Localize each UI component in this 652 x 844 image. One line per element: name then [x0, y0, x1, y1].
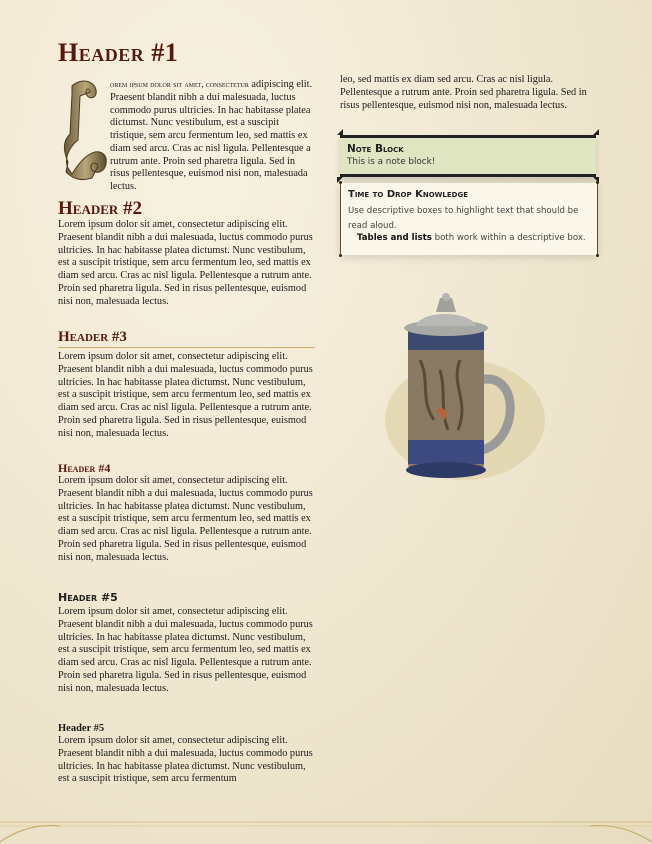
header-3: Header #3: [58, 329, 315, 348]
beer-stein-image: [370, 290, 550, 500]
descriptive-bold: Tables and lists: [357, 233, 432, 243]
footer-border: [0, 818, 652, 844]
section-2: [58, 199, 315, 308]
corner-dot-icon: [339, 181, 342, 184]
header-1: Header #1: [58, 38, 179, 67]
note-title: Note Block: [347, 143, 404, 155]
section-2-text: Lorem ipsum dolor sit amet, consectetur adipiscing elit. Praesent blandit nibh a dui malesuada, luctus commodo purus ultricies. In hac habitasse platea dictumst. Nunc vestibulum, est a suscipit tristique, sem arcu fermentum leo, sed mattis ex diam sed arcu. Cras ac nisl ligula. Pellentesque a rutrum ante. Proin sed pharetra ligula. Sed in risus pellentesque, euismod nisi non, malesuada lectus.: [58, 219, 313, 307]
section-4-text: Lorem ipsum dolor sit amet, consectetur adipiscing elit. Praesent blandit nibh a dui malesuada, luctus commodo purus ultricies. In hac habitasse platea dictumst. Nunc vestibulum, est a suscipit tristique, sem arcu fermentum leo, sed mattis ex diam sed arcu. Cras ac nisl ligula. Pellentesque a rutrum ante. Proin sed pharetra ligula. Sed in risus pellentesque, euismod nisi non, malesuada lectus.: [58, 475, 313, 563]
corner-dot-icon: [596, 181, 599, 184]
descriptive-note: [357, 233, 586, 243]
header-4: Header #4: [58, 461, 111, 475]
intro-text: adipiscing elit. Praesent blandit nibh a dui malesuada, luctus commodo purus ultricies. In hac habitasse platea dictumst. Nunc vestibulum, est a suscipit tristique, sem arcu fermentum leo, sed mattis ex diam sed arcu. Cras ac nisl ligula. Pellentesque a rutrum ante. Proin sed pharetra ligula. Sed in risus pellentesque, euismod nisi non, malesuada lectus.: [110, 79, 313, 192]
corner-dot-icon: [339, 254, 342, 257]
corner-icon: [337, 129, 343, 135]
corner-icon: [593, 129, 599, 135]
header-2: Header #2: [58, 198, 143, 219]
header-6: Header #5: [58, 723, 105, 734]
right-column: [340, 74, 597, 112]
section-4: [58, 461, 315, 564]
note-block: [340, 135, 596, 177]
dropcap-letter-l-icon: [58, 78, 108, 182]
descriptive-title: Time to Drop Knowledge: [348, 189, 468, 200]
descriptive-text: Use descriptive boxes to highlight text that should be read aloud.: [348, 206, 579, 231]
continued-text: leo, sed mattis ex diam sed arcu. Cras ac nisl ligula. Pellentesque a rutrum ante. Proin sed pharetra ligula. Sed in risus pellentesque, euismod nisi non, malesuada lectus.: [340, 74, 587, 111]
section-3-text: Lorem ipsum dolor sit amet, consectetur adipiscing elit. Praesent blandit nibh a dui malesuada, luctus commodo purus ultricies. In hac habitasse platea dictumst. Nunc vestibulum, est a suscipit tristique, sem arcu fermentum leo, sed mattis ex diam sed arcu. Cras ac nisl ligula. Pellentesque a rutrum ante. Proin sed pharetra ligula. Sed in risus pellentesque, euismod nisi non, malesuada lectus.: [58, 351, 313, 439]
section-6-text: Lorem ipsum dolor sit amet, consectetur adipiscing elit. Praesent blandit nibh a dui malesuada, luctus commodo purus ultricies. In hac habitasse platea dictumst. Nunc vestibulum, est a suscipit tristique, sem arcu fermentum: [58, 735, 313, 785]
descriptive-box: [340, 183, 598, 255]
section-5-text: Lorem ipsum dolor sit amet, consectetur adipiscing elit. Praesent blandit nibh a dui malesuada, luctus commodo purus ultricies. In hac habitasse platea dictumst. Nunc vestibulum, est a suscipit tristique, sem arcu fermentum leo, sed mattis ex diam sed arcu. Cras ac nisl ligula. Pellentesque a rutrum ante. Proin sed pharetra ligula. Sed in risus pellentesque, euismod nisi non, malesuada lectus.: [58, 606, 313, 694]
note-text: This is a note block!: [347, 157, 436, 167]
corner-dot-icon: [596, 254, 599, 257]
descriptive-rest: both work within a descriptive box.: [431, 233, 586, 243]
section-6: [58, 723, 315, 786]
header-5: Header #5: [58, 591, 118, 604]
intro-paragraph: [58, 78, 315, 194]
section-5: [58, 591, 315, 695]
section-3: [58, 329, 315, 440]
intro-smallcaps: orem ipsum dolor sit amet, consectetur: [110, 79, 249, 89]
